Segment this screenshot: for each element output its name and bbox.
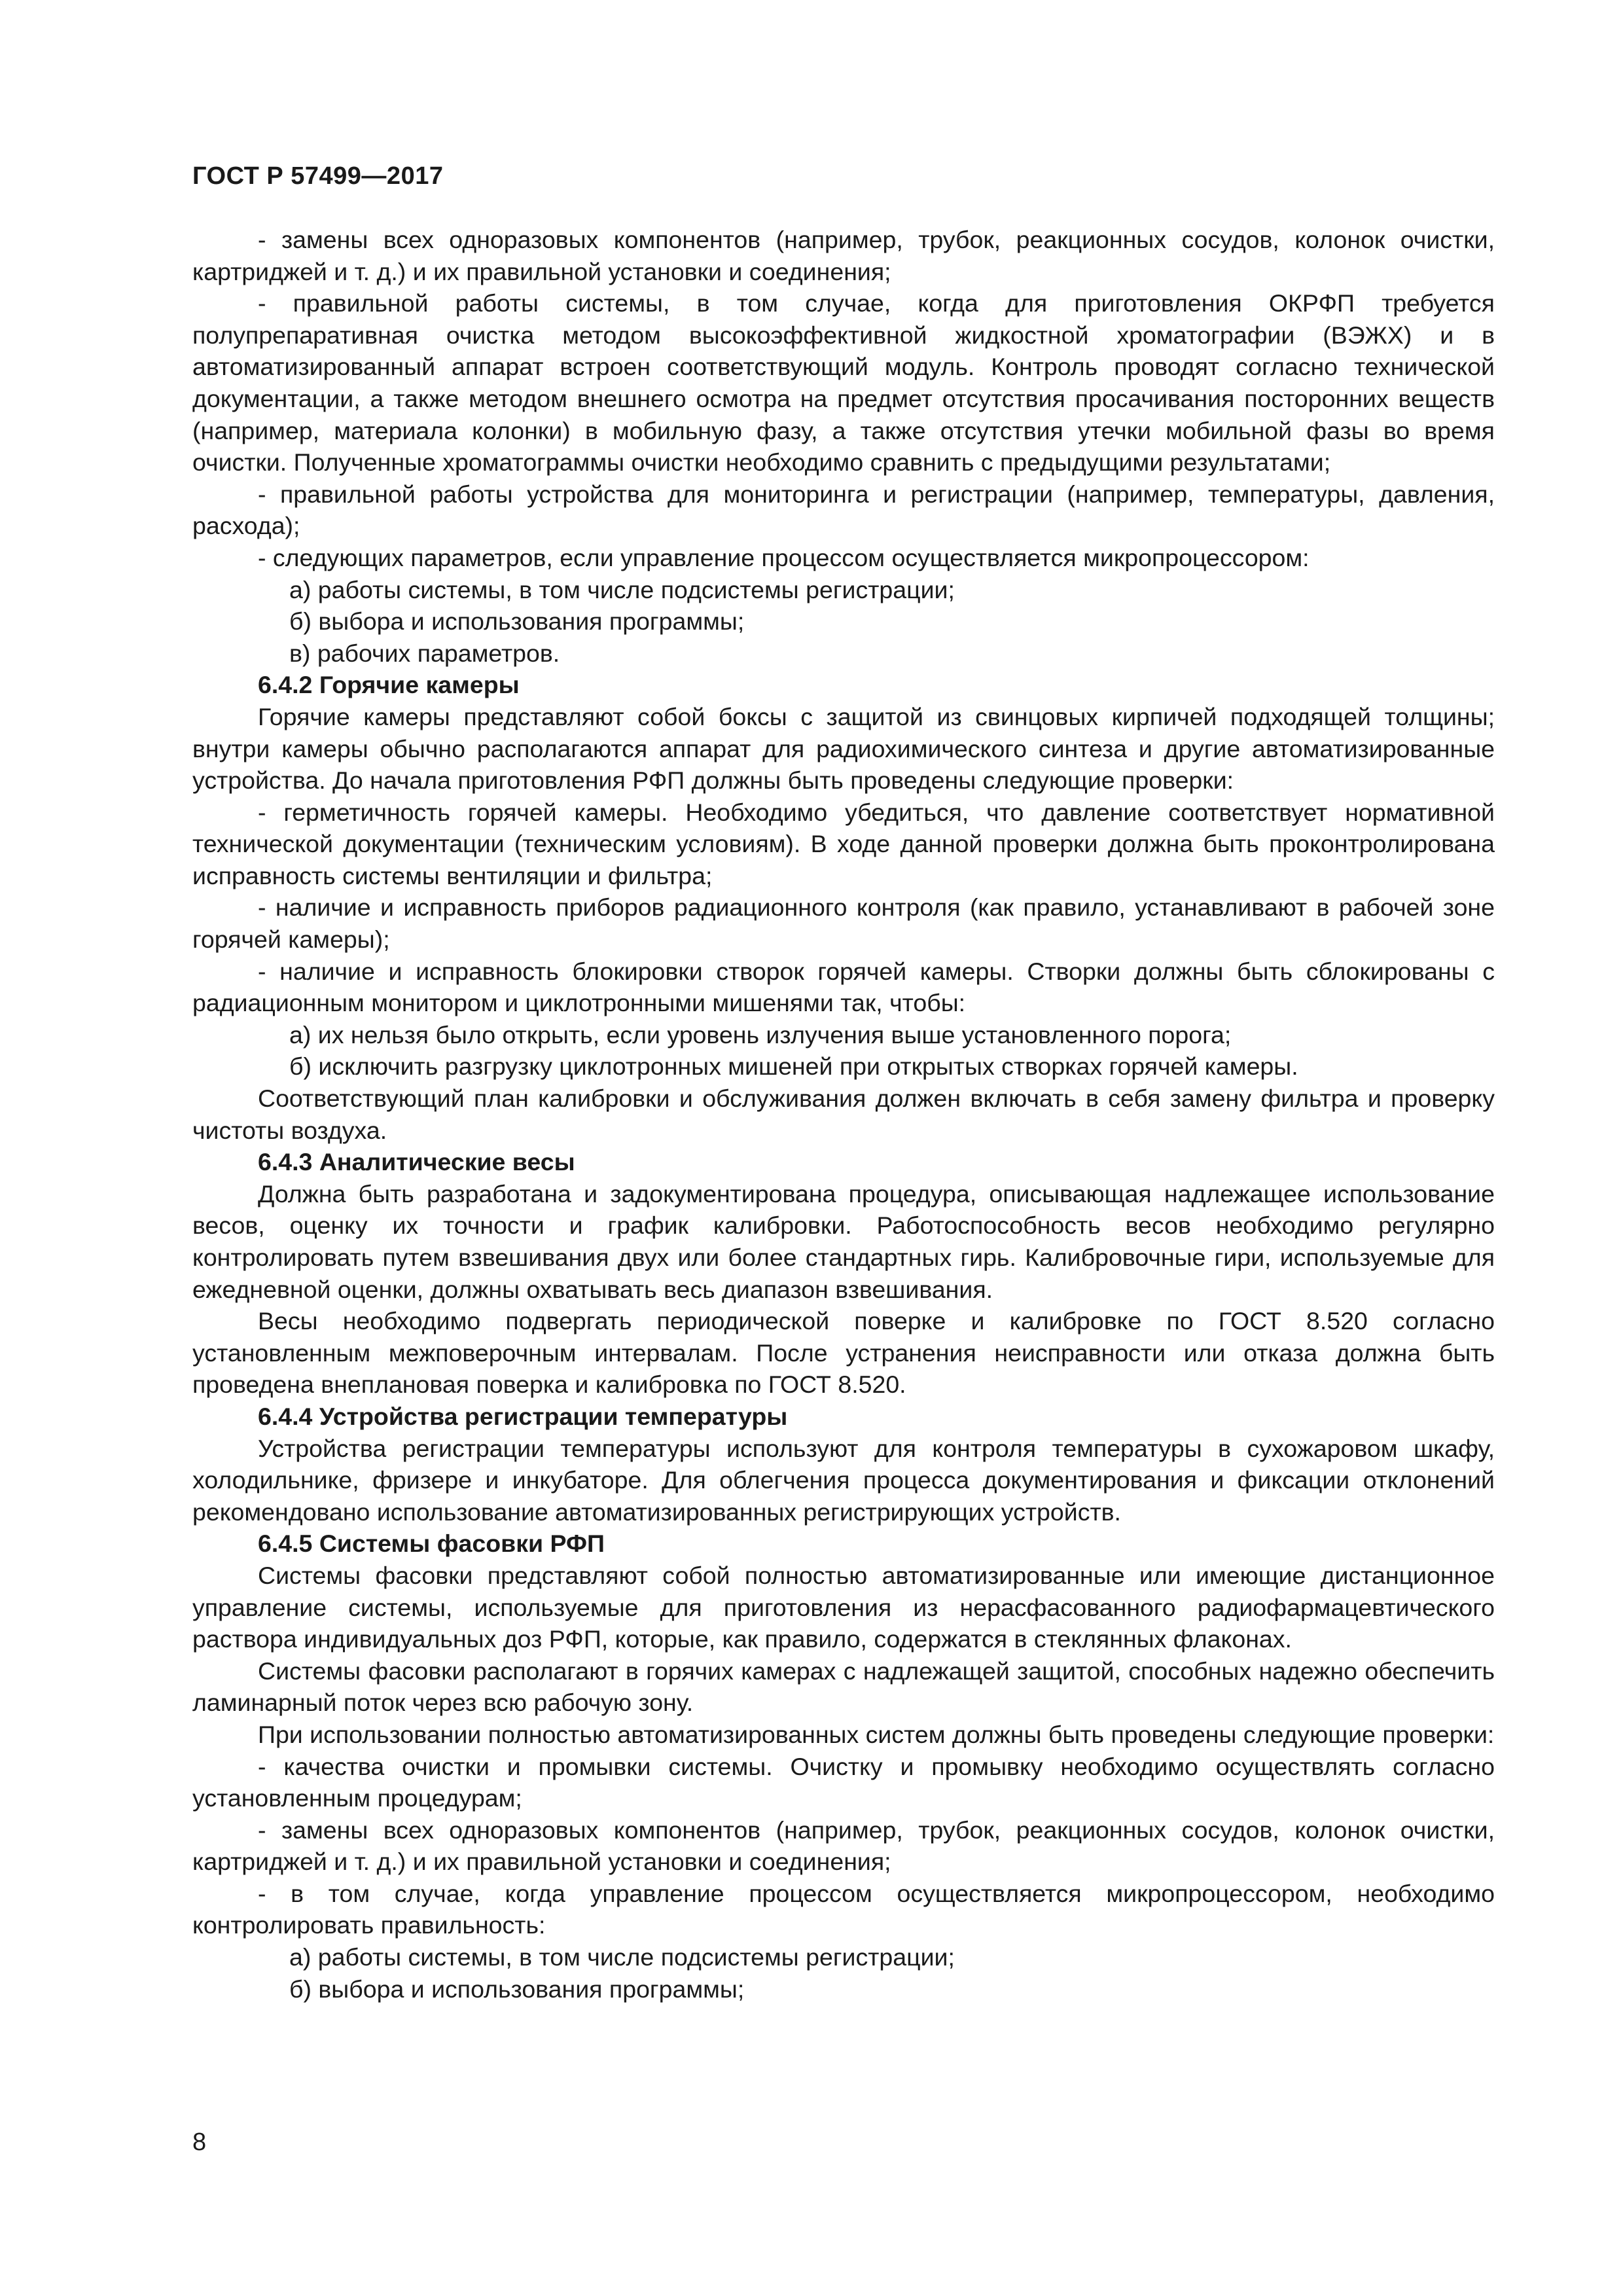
paragraph: Системы фасовки располагают в горячих камерах с надлежащей защитой, способных надежно обеспечить ламинарный поток через всю рабочую зону. (192, 1657, 1495, 1717)
list-item: а) работы системы, в том числе подсистемы регистрации; (289, 575, 955, 603)
document-body (192, 224, 1495, 2005)
paragraph: - герметичность горячей камеры. Необходимо убедиться, что давление соответствует нормативной технической документации (техническим условиям). В ходе данной проверки должна быть проконтролирована исправность системы вентиляции и фильтра; (192, 798, 1495, 889)
list-item: в) рабочих параметров. (289, 639, 560, 667)
list-item: а) работы системы, в том числе подсистемы регистрации; (289, 1943, 955, 1971)
list-item: а) их нельзя было открыть, если уровень излучения выше установленного порога; (289, 1020, 1232, 1049)
paragraph: - в том случае, когда управление процессом осуществляется микропроцессором, необходимо контролировать правильность: (192, 1879, 1495, 1939)
paragraph: Весы необходимо подвергать периодической поверке и калибровке по ГОСТ 8.520 согласно установленным межповерочным интервалам. После устранения неисправности или отказа должна быть проведена внеплановая поверка и калибровка по ГОСТ 8.520. (192, 1307, 1495, 1399)
paragraph: - замены всех одноразовых компонентов (например, трубок, реакционных сосудов, колонок очистки, картриджей и т. д.) и их правильной установки и соединения; (192, 1816, 1495, 1876)
paragraph: Устройства регистрации температуры используют для контроля температуры в сухожаровом шкафу, холодильнике, фризере и инкубаторе. Для облегчения процесса документирования и фиксации отклонений рекомендовано использование автоматизированных регистрирующих устройств. (192, 1434, 1495, 1526)
section-heading: 6.4.2 Горячие камеры (258, 671, 520, 699)
paragraph: - наличие и исправность приборов радиационного контроля (как правило, устанавливают в рабочей зоне горячей камеры); (192, 893, 1495, 954)
paragraph: - правильной работы устройства для мониторинга и регистрации (например, температуры, давления, расхода); (192, 480, 1495, 540)
paragraph: Соответствующий план калибровки и обслуживания должен включать в себя замену фильтра и проверку чистоты воздуха. (192, 1085, 1495, 1144)
paragraph: Должна быть разработана и задокументирована процедура, описывающая надлежащее использование весов, оценку их точности и график калибровки. Работоспособность весов необходимо регулярно контролировать путем взвешивания двух или более стандартных гирь. Калибровочные гири, используемые для ежедневной оценки, должны охватывать весь диапазон взвешивания. (192, 1179, 1495, 1303)
page-number: 8 (192, 2128, 207, 2156)
paragraph: Горячие камеры представляют собой боксы с защитой из свинцовых кирпичей подходящей толщины; внутри камеры обычно располагаются аппарат для радиохимического синтеза и другие автоматизированные устройства. До начала приготовления РФП должны быть проведены следующие проверки: (192, 702, 1495, 795)
paragraph: - наличие и исправность блокировки створок горячей камеры. Створки должны быть сблокированы с радиационным монитором и циклотронными мишенями так, чтобы: (192, 957, 1495, 1017)
section-heading: 6.4.5 Системы фасовки РФП (258, 1530, 605, 1558)
list-item: б) выбора и использования программы; (289, 1975, 745, 2003)
document-header: ГОСТ Р 57499—2017 (192, 162, 444, 190)
paragraph: - качества очистки и промывки системы. Очистку и промывку необходимо осуществлять согласно установленным процедурам; (192, 1752, 1495, 1812)
section-heading: 6.4.3 Аналитические весы (258, 1148, 575, 1176)
list-item: б) выбора и использования программы; (289, 607, 745, 636)
paragraph: - правильной работы системы, в том случае, когда для приготовления ОКРФП требуется полупрепаративная очистка методом высокоэффективной жидкостной хроматографии (ВЭЖХ) и в автоматизированный аппарат встроен соответствующий модуль. Контроль проводят согласно технической документации, а также методом внешнего осмотра на предмет отсутствия просачивания посторонних веществ (например, материала колонки) в мобильную фазу, а также отсутствия утечки мобильной фазы во время очистки. Полученные хроматограммы очистки необходимо сравнить с предыдущими результатами; (192, 289, 1495, 476)
paragraph: - замены всех одноразовых компонентов (например, трубок, реакционных сосудов, колонок очистки, картриджей и т. д.) и их правильной установки и соединения; (192, 226, 1495, 285)
paragraph: Системы фасовки представляют собой полностью автоматизированные или имеющие дистанционное управление системы, используемые для приготовления из нерасфасованного радиофармацевтического раствора индивидуальных доз РФП, которые, как правило, содержатся в стеклянных флаконах. (192, 1561, 1495, 1653)
section-heading: 6.4.4 Устройства регистрации температуры (258, 1402, 788, 1430)
paragraph: При использовании полностью автоматизированных систем должны быть проведены следующие проверки: (258, 1720, 1495, 1748)
list-item: б) исключить разгрузку циклотронных мишеней при открытых створках горячей камеры. (289, 1052, 1298, 1081)
paragraph: - следующих параметров, если управление процессом осуществляется микропроцессором: (258, 543, 1310, 571)
